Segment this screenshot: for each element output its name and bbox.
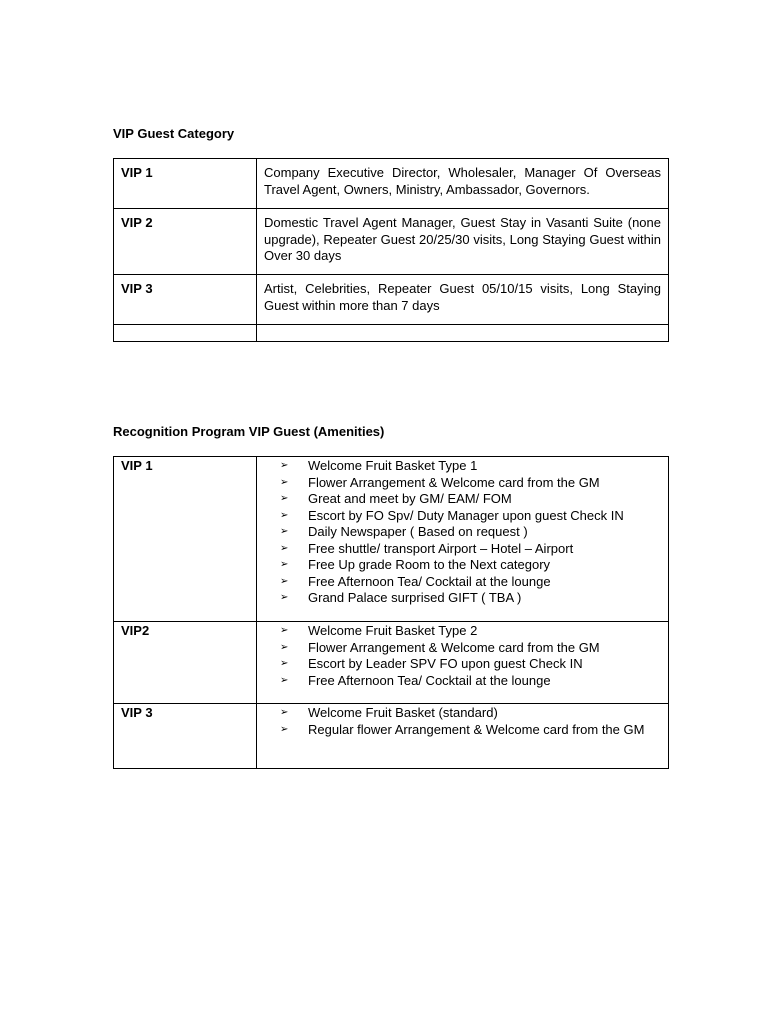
amenity-text: Welcome Fruit Basket Type 1 [308, 458, 478, 473]
amenity-text: Flower Arrangement & Welcome card from the GM [308, 639, 600, 655]
amenity-text: Welcome Fruit Basket Type 2 [308, 623, 478, 638]
amenity-text: Free Up grade Room to the Next category [308, 557, 551, 572]
amenities-title: Recognition Program VIP Guest (Amenities) [113, 424, 385, 439]
amenity-text: Welcome Fruit Basket (standard) [308, 705, 498, 720]
list-item [264, 574, 661, 591]
category-label [114, 325, 257, 342]
arrow-bullet-icon: ➢ [280, 509, 289, 521]
category-label: VIP 1 [114, 159, 257, 209]
list-item [264, 475, 661, 492]
amenity-category-label: VIP2 [114, 622, 257, 704]
amenity-text: Great and meet by GM/ EAM/ FOM [308, 491, 512, 506]
arrow-bullet-icon: ➢ [280, 460, 289, 471]
table-row [114, 209, 669, 275]
list-item [264, 541, 661, 558]
arrow-bullet-icon: ➢ [280, 707, 289, 718]
arrow-bullet-icon: ➢ [280, 641, 289, 653]
list-item [264, 640, 661, 657]
arrow-bullet-icon: ➢ [280, 526, 289, 537]
arrow-bullet-icon: ➢ [280, 723, 289, 735]
list-item [264, 508, 661, 525]
list-item [264, 705, 661, 722]
amenity-category-label: VIP 3 [114, 704, 257, 769]
arrow-bullet-icon: ➢ [280, 658, 289, 669]
category-description: Artist, Celebrities, Repeater Guest 05/10/15 visits, Long Staying Guest within more than 7 days [257, 275, 669, 325]
table-row [114, 325, 669, 342]
table-row [114, 622, 669, 704]
category-description: Company Executive Director, Wholesaler, Manager Of Overseas Travel Agent, Owners, Ministry, Ambassador, Governors. [257, 159, 669, 209]
table-row [114, 704, 669, 769]
category-label: VIP 2 [114, 209, 257, 275]
list-item [264, 557, 661, 574]
list-item [264, 673, 661, 690]
amenity-text: Flower Arrangement & Welcome card from the GM [308, 474, 600, 490]
arrow-bullet-icon: ➢ [280, 592, 289, 603]
amenity-text: Regular flower Arrangement & Welcome card from the GM [308, 721, 645, 737]
arrow-bullet-icon: ➢ [280, 542, 289, 554]
amenity-text: Escort by FO Spv/ Duty Manager upon guest Check IN [308, 507, 624, 523]
list-item [264, 491, 661, 508]
amenity-cell [257, 457, 669, 622]
arrow-bullet-icon: ➢ [280, 476, 289, 488]
vip-category-title: VIP Guest Category [113, 126, 235, 141]
amenity-text: Daily Newspaper ( Based on request ) [308, 524, 528, 539]
table-row [114, 457, 669, 622]
arrow-bullet-icon: ➢ [280, 625, 289, 636]
amenity-list [264, 458, 661, 607]
amenity-list [264, 705, 661, 738]
amenity-category-label: VIP 1 [114, 457, 257, 622]
amenity-text: Escort by Leader SPV FO upon guest Check IN [308, 656, 583, 671]
table-row [114, 275, 669, 325]
amenity-cell [257, 622, 669, 704]
amenity-text: Free Afternoon Tea/ Cocktail at the lounge [308, 573, 551, 589]
vip-category-table [113, 158, 669, 342]
list-item [264, 590, 661, 607]
list-item [264, 722, 661, 739]
category-description [257, 325, 669, 342]
amenity-list [264, 623, 661, 689]
arrow-bullet-icon: ➢ [280, 575, 289, 587]
list-item [264, 656, 661, 673]
amenity-text: Grand Palace surprised GIFT ( TBA ) [308, 590, 522, 605]
list-item [264, 623, 661, 640]
category-label: VIP 3 [114, 275, 257, 325]
list-item [264, 524, 661, 541]
arrow-bullet-icon: ➢ [280, 493, 289, 504]
amenity-text: Free shuttle/ transport Airport – Hotel – Airport [308, 540, 574, 556]
arrow-bullet-icon: ➢ [280, 559, 289, 570]
amenity-cell [257, 704, 669, 769]
table-row [114, 159, 669, 209]
category-description: Domestic Travel Agent Manager, Guest Stay in Vasanti Suite (none upgrade), Repeater Guest 20/25/30 visits, Long Staying Guest within Over 30 days [257, 209, 669, 275]
list-item [264, 458, 661, 475]
amenity-text: Free Afternoon Tea/ Cocktail at the lounge [308, 672, 551, 688]
amenities-table [113, 456, 669, 769]
arrow-bullet-icon: ➢ [280, 674, 289, 686]
